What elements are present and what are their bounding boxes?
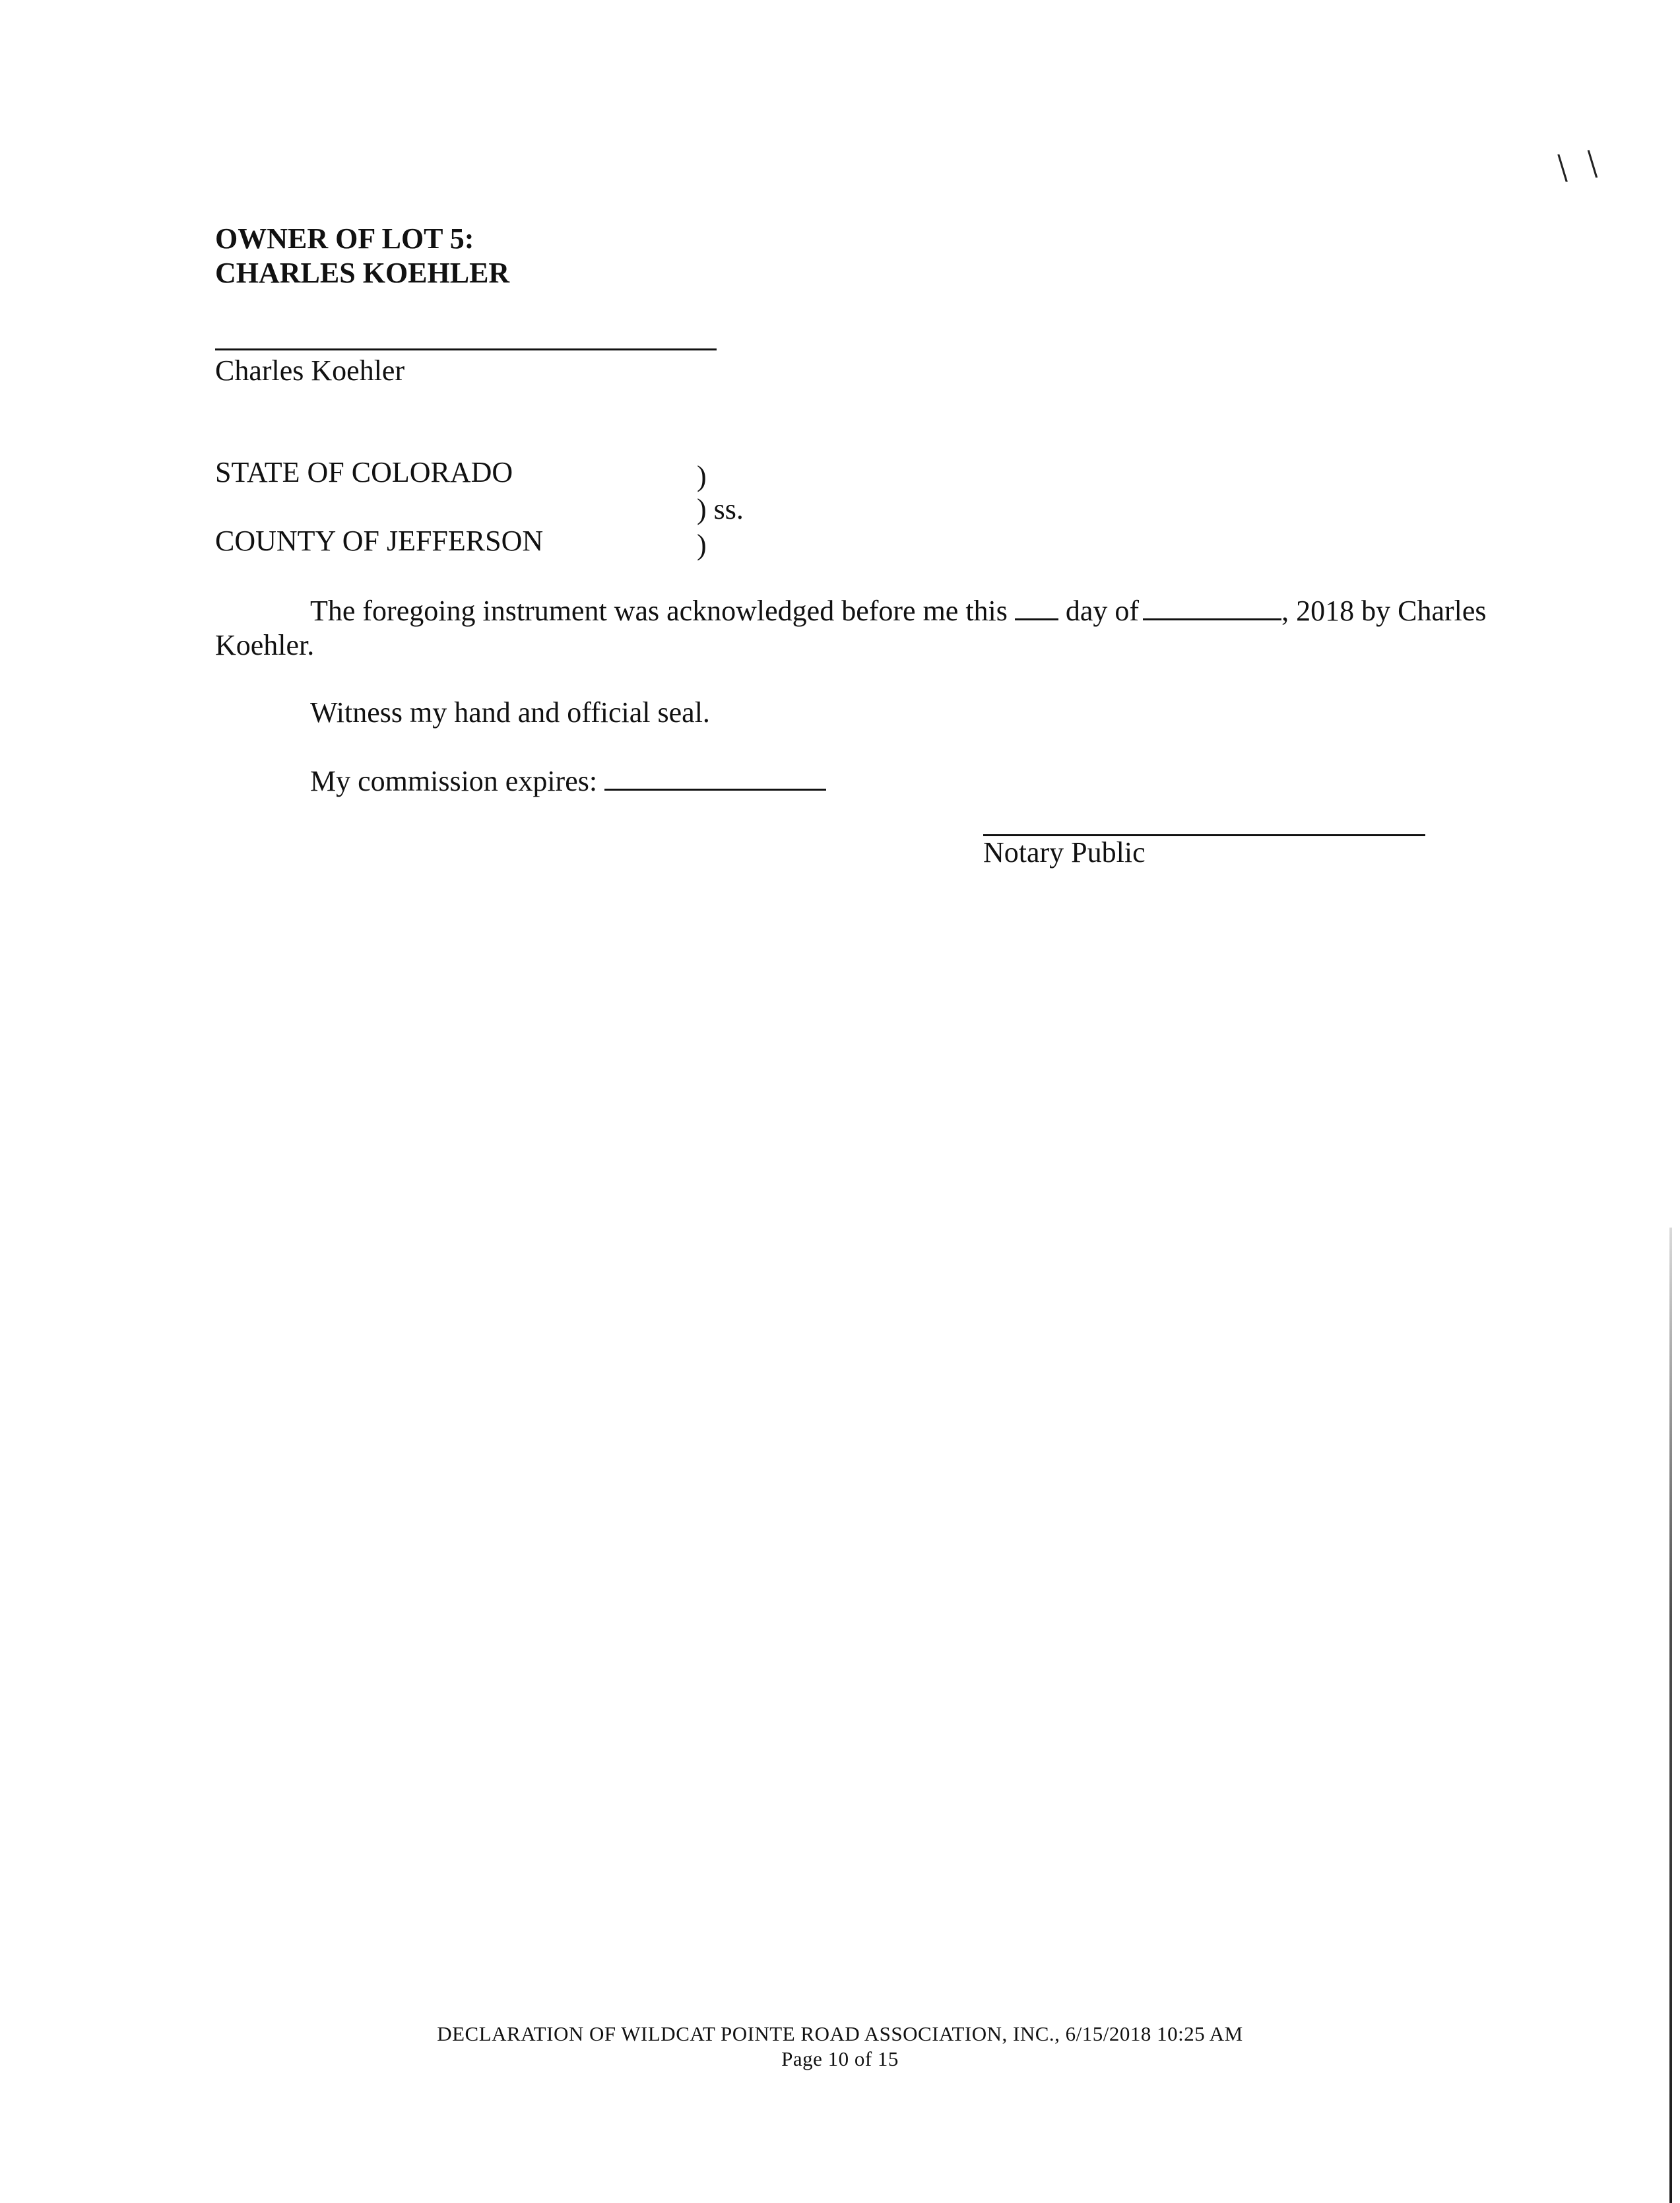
handwritten-page-mark: \ \ <box>1553 139 1605 192</box>
acknowledgment-line1 <box>310 594 1487 628</box>
footer-document-title: DECLARATION OF WILDCAT POINTE ROAD ASSOCIATION, INC., 6/15/2018 10:25 AM <box>437 2022 1243 2045</box>
signer-name: Charles Koehler <box>215 354 405 387</box>
commission-expires <box>310 764 826 799</box>
owner-heading-line2: CHARLES KOEHLER <box>215 257 510 289</box>
venue-paren-ss: ) ss. <box>697 493 744 525</box>
acknowledgment-text-part3: , 2018 by Charles <box>1281 595 1487 627</box>
signature-line <box>215 348 717 350</box>
venue-state: STATE OF COLORADO <box>215 456 513 488</box>
commission-label: My commission expires: <box>310 765 598 797</box>
venue-county: COUNTY OF JEFFERSON <box>215 525 544 557</box>
footer-page-number: Page 10 of 15 <box>781 2047 899 2070</box>
commission-date-blank <box>604 765 826 791</box>
notary-public-label: Notary Public <box>983 836 1146 869</box>
day-blank <box>1015 595 1058 620</box>
scan-edge-shadow <box>1669 1228 1672 2203</box>
witness-line: Witness my hand and official seal. <box>310 696 710 729</box>
month-blank <box>1143 595 1281 620</box>
owner-heading-line1: OWNER OF LOT 5: <box>215 222 474 255</box>
venue-paren-bottom: ) <box>697 529 707 561</box>
acknowledgment-text-part1: The foregoing instrument was acknowledged before me this <box>310 595 1008 627</box>
venue-paren-top: ) <box>697 460 707 492</box>
acknowledgment-text-part2: day of <box>1065 595 1140 627</box>
acknowledgment-line2: Koehler. <box>215 629 315 661</box>
